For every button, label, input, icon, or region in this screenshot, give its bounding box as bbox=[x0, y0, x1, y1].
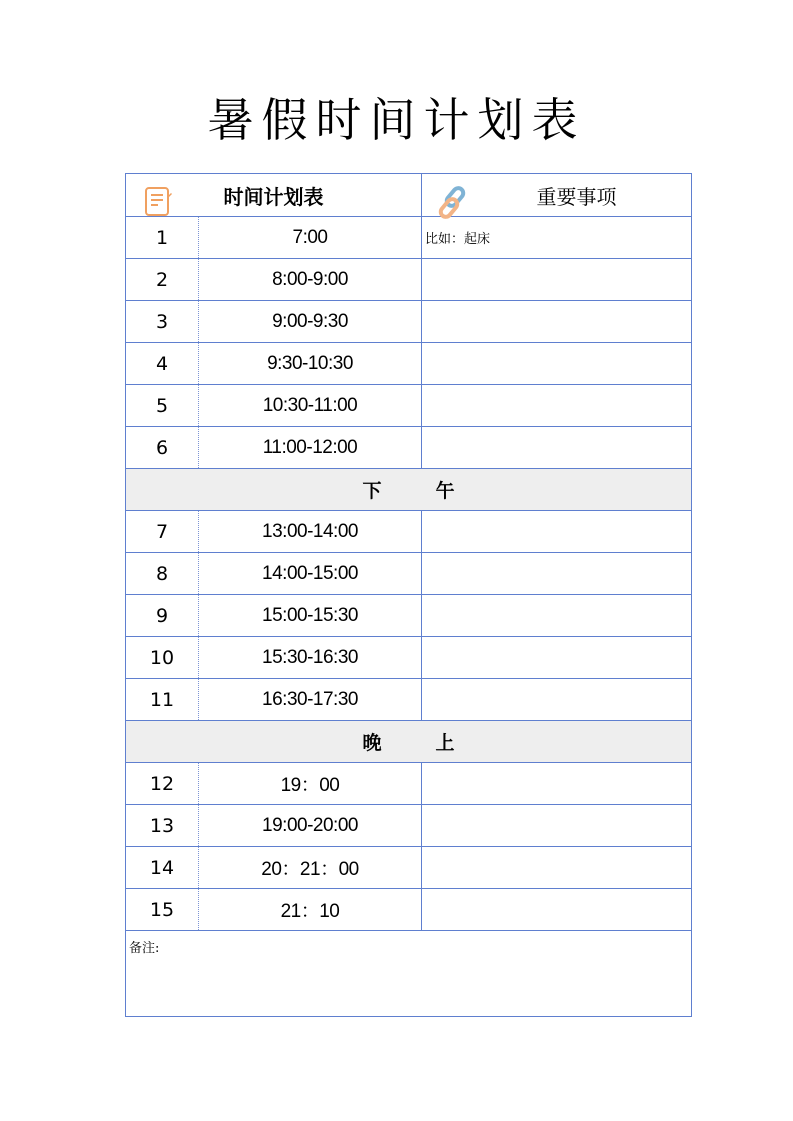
row-time: 10:30-11:00 bbox=[199, 385, 422, 427]
schedule-row bbox=[126, 595, 692, 637]
remarks-label: 备注: bbox=[126, 931, 692, 1017]
row-time: 11:00-12:00 bbox=[199, 427, 422, 469]
row-number: 1 bbox=[126, 217, 199, 259]
schedule-row bbox=[126, 847, 692, 889]
schedule-row bbox=[126, 511, 692, 553]
row-time: 15:30-16:30 bbox=[199, 637, 422, 679]
row-time: 21：10 bbox=[199, 889, 422, 931]
header-row bbox=[126, 174, 692, 217]
evening-label-first-char: 晚 bbox=[362, 732, 382, 754]
chain-link-icon bbox=[436, 185, 472, 226]
evening-section-label bbox=[126, 721, 692, 763]
important-header-label: 重要事项 bbox=[536, 184, 617, 209]
schedule-row bbox=[126, 637, 692, 679]
schedule-row bbox=[126, 259, 692, 301]
row-time: 16:30-17:30 bbox=[199, 679, 422, 721]
row-number: 3 bbox=[126, 301, 199, 343]
row-number: 12 bbox=[126, 763, 199, 805]
row-time: 7:00 bbox=[199, 217, 422, 259]
row-time: 13:00-14:00 bbox=[199, 511, 422, 553]
schedule-row bbox=[126, 301, 692, 343]
afternoon-section-row bbox=[126, 469, 692, 511]
row-number: 6 bbox=[126, 427, 199, 469]
row-time: 20：21：00 bbox=[199, 847, 422, 889]
schedule-row bbox=[126, 427, 692, 469]
row-note bbox=[422, 637, 692, 679]
row-note bbox=[422, 679, 692, 721]
remarks-row bbox=[126, 931, 692, 1017]
plan-header-cell bbox=[126, 174, 422, 217]
row-number: 10 bbox=[126, 637, 199, 679]
row-number: 7 bbox=[126, 511, 199, 553]
row-note bbox=[422, 301, 692, 343]
afternoon-label-second-char: 午 bbox=[435, 480, 455, 502]
row-note bbox=[422, 343, 692, 385]
schedule-row bbox=[126, 763, 692, 805]
row-number: 2 bbox=[126, 259, 199, 301]
important-header-cell bbox=[422, 174, 692, 217]
row-note bbox=[422, 511, 692, 553]
row-time: 15:00-15:30 bbox=[199, 595, 422, 637]
row-time: 19：00 bbox=[199, 763, 422, 805]
row-time: 9:30-10:30 bbox=[199, 343, 422, 385]
row-number: 15 bbox=[126, 889, 199, 931]
row-note bbox=[422, 889, 692, 931]
row-note bbox=[422, 427, 692, 469]
evening-label-second-char: 上 bbox=[435, 732, 455, 754]
row-note bbox=[422, 595, 692, 637]
row-note: 比如：起床 bbox=[422, 217, 692, 259]
row-number: 14 bbox=[126, 847, 199, 889]
schedule-row bbox=[126, 217, 692, 259]
notepad-icon bbox=[143, 185, 173, 222]
row-note bbox=[422, 805, 692, 847]
afternoon-section-label bbox=[126, 469, 692, 511]
schedule-row bbox=[126, 553, 692, 595]
row-note bbox=[422, 763, 692, 805]
evening-section-row bbox=[126, 721, 692, 763]
row-number: 8 bbox=[126, 553, 199, 595]
afternoon-label-first-char: 下 bbox=[362, 480, 382, 502]
schedule-row bbox=[126, 889, 692, 931]
schedule-row bbox=[126, 679, 692, 721]
page-title: 暑假时间计划表 bbox=[207, 93, 586, 147]
schedule-row bbox=[126, 385, 692, 427]
row-number: 5 bbox=[126, 385, 199, 427]
schedule-row bbox=[126, 805, 692, 847]
row-number: 13 bbox=[126, 805, 199, 847]
row-time: 19:00-20:00 bbox=[199, 805, 422, 847]
row-note bbox=[422, 259, 692, 301]
row-time: 8:00-9:00 bbox=[199, 259, 422, 301]
row-number: 11 bbox=[126, 679, 199, 721]
schedule-table bbox=[125, 173, 692, 1017]
row-note bbox=[422, 553, 692, 595]
row-note bbox=[422, 847, 692, 889]
schedule-row bbox=[126, 343, 692, 385]
row-time: 14:00-15:00 bbox=[199, 553, 422, 595]
row-time: 9:00-9:30 bbox=[199, 301, 422, 343]
row-note bbox=[422, 385, 692, 427]
plan-header-label: 时间计划表 bbox=[223, 184, 324, 209]
row-number: 9 bbox=[126, 595, 199, 637]
row-number: 4 bbox=[126, 343, 199, 385]
